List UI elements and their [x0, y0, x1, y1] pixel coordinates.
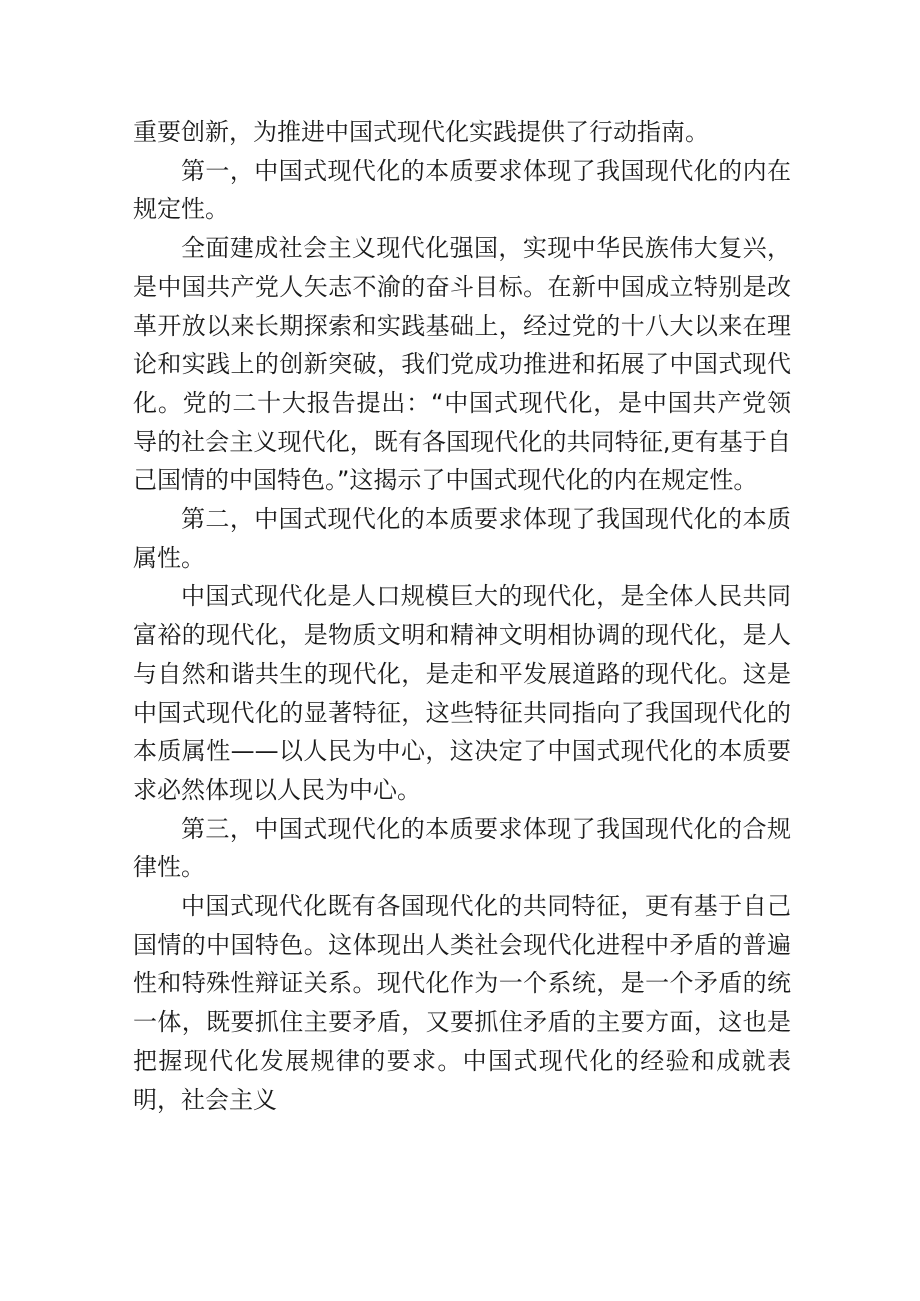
paragraph-heading-first: 第一，中国式现代化的本质要求体现了我国现代化的内在规定性。	[133, 156, 791, 224]
document-body	[133, 113, 791, 1119]
paragraph-body: 中国式现代化是人口规模巨大的现代化，是全体人民共同富裕的现代化，是物质文明和精神文明相协调的现代化，是人与自然和谐共生的现代化，是走和平发展道路的现代化。这是中国式现代化的显著特征，这些特征共同指向了我国现代化的本质属性——以人民为中心，这决定了中国式现代化的本质要求必然体现以人民为中心。	[133, 582, 791, 804]
paragraph-body: 中国式现代化既有各国现代化的共同特征，更有基于自己国情的中国特色。这体现出人类社会现代化进程中矛盾的普遍性和特殊性辩证关系。现代化作为一个系统，是一个矛盾的统一体，既要抓住主要矛盾，又要抓住矛盾的主要方面，这也是把握现代化发展规律的要求。中国式现代化的经验和成就表明，社会主义	[133, 892, 791, 1114]
paragraph-heading-second: 第二，中国式现代化的本质要求体现了我国现代化的本质属性。	[133, 505, 791, 572]
paragraph-heading-third: 第三，中国式现代化的本质要求体现了我国现代化的合规律性。	[133, 814, 791, 882]
paragraph-continuation: 重要创新，为推进中国式现代化实践提供了行动指南。	[133, 118, 709, 146]
paragraph-body: 全面建成社会主义现代化强国，实现中华民族伟大复兴，是中国共产党人矢志不渝的奋斗目标。在新中国成立特别是改革开放以来长期探索和实践基础上，经过党的十八大以来在理论和实践上的创新突破，我们党成功推进和拓展了中国式现代化。党的二十大报告提出：“中国式现代化，是中国共产党领导的社会主义现代化，既有各国现代化的共同特征,更有基于自己国情的中国特色。”这揭示了中国式现代化的内在规定性。	[133, 234, 791, 495]
